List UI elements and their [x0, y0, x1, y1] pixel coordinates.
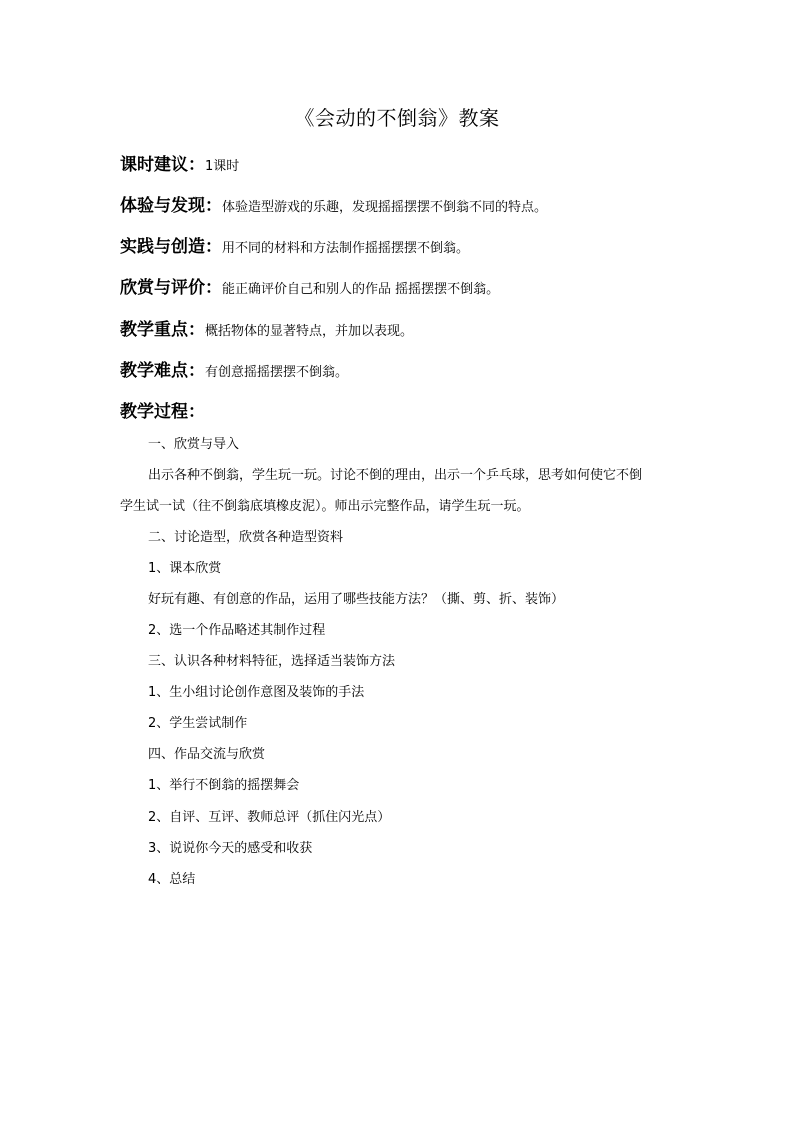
- process-line: 1、举行不倒翁的摇摆舞会: [148, 778, 300, 793]
- info-value: 体验造型游戏的乐趣，发现摇摇摆摆不倒翁不同的特点。: [222, 200, 548, 215]
- process-line: 好玩有趣、有创意的作品，运用了哪些技能方法？（撕、剪、折、装饰）: [148, 592, 565, 607]
- info-label: 教学重点：: [120, 320, 205, 340]
- info-row-experience: [120, 191, 547, 216]
- process-line: 1、课本欣赏: [148, 561, 222, 576]
- process-line: 三、认识各种材料特征，选择适当装饰方法: [148, 654, 396, 669]
- info-value: 能正确评价自己和别人的作品 摇摇摆摆不倒翁。: [222, 282, 500, 297]
- process-line: 1、生小组讨论创作意图及装饰的手法: [148, 685, 365, 700]
- info-value: 有创意摇摇摆摆不倒翁。: [205, 365, 349, 380]
- process-line: 学生试一试（往不倒翁底填橡皮泥）。师出示完整作品，请学生玩一玩。: [120, 499, 530, 514]
- info-label: 教学难点：: [120, 361, 205, 381]
- info-value: 用不同的材料和方法制作摇摇摆摆不倒翁。: [222, 241, 470, 256]
- process-line: 一、欣赏与导入: [148, 437, 240, 452]
- info-value: 概括物体的显著特点，并加以表现。: [205, 324, 414, 339]
- info-label: 课时建议：: [120, 155, 205, 175]
- info-row-process-heading: [120, 397, 205, 422]
- info-label: 体验与发现：: [120, 196, 222, 216]
- section-heading: 教学过程：: [120, 402, 205, 422]
- process-line: 4、总结: [148, 872, 196, 887]
- info-row-practice: [120, 232, 469, 257]
- document-title: 《会动的不倒翁》教案: [294, 106, 500, 130]
- info-row-difficulty: [120, 356, 348, 381]
- info-label: 实践与创造：: [120, 237, 222, 257]
- process-line: 四、作品交流与欣赏: [148, 747, 266, 762]
- process-line: 出示各种不倒翁，学生玩一玩。讨论不倒的理由，出示一个乒乓球，思考如何使它不倒: [148, 468, 643, 483]
- process-line: 二、讨论造型，欣赏各种造型资料: [148, 530, 344, 545]
- process-line: 3、说说你今天的感受和收获: [148, 841, 313, 856]
- process-line: 2、自评、互评、教师总评（抓住闪光点）: [148, 810, 391, 825]
- process-line: 2、选一个作品略述其制作过程: [148, 623, 326, 638]
- info-label: 欣赏与评价：: [120, 278, 222, 298]
- info-row-key-point: [120, 315, 413, 340]
- info-row-appreciation: [120, 273, 499, 298]
- process-line: 2、学生尝试制作: [148, 716, 248, 731]
- info-row-class-hours: [120, 150, 239, 175]
- info-value: 1课时: [205, 159, 240, 174]
